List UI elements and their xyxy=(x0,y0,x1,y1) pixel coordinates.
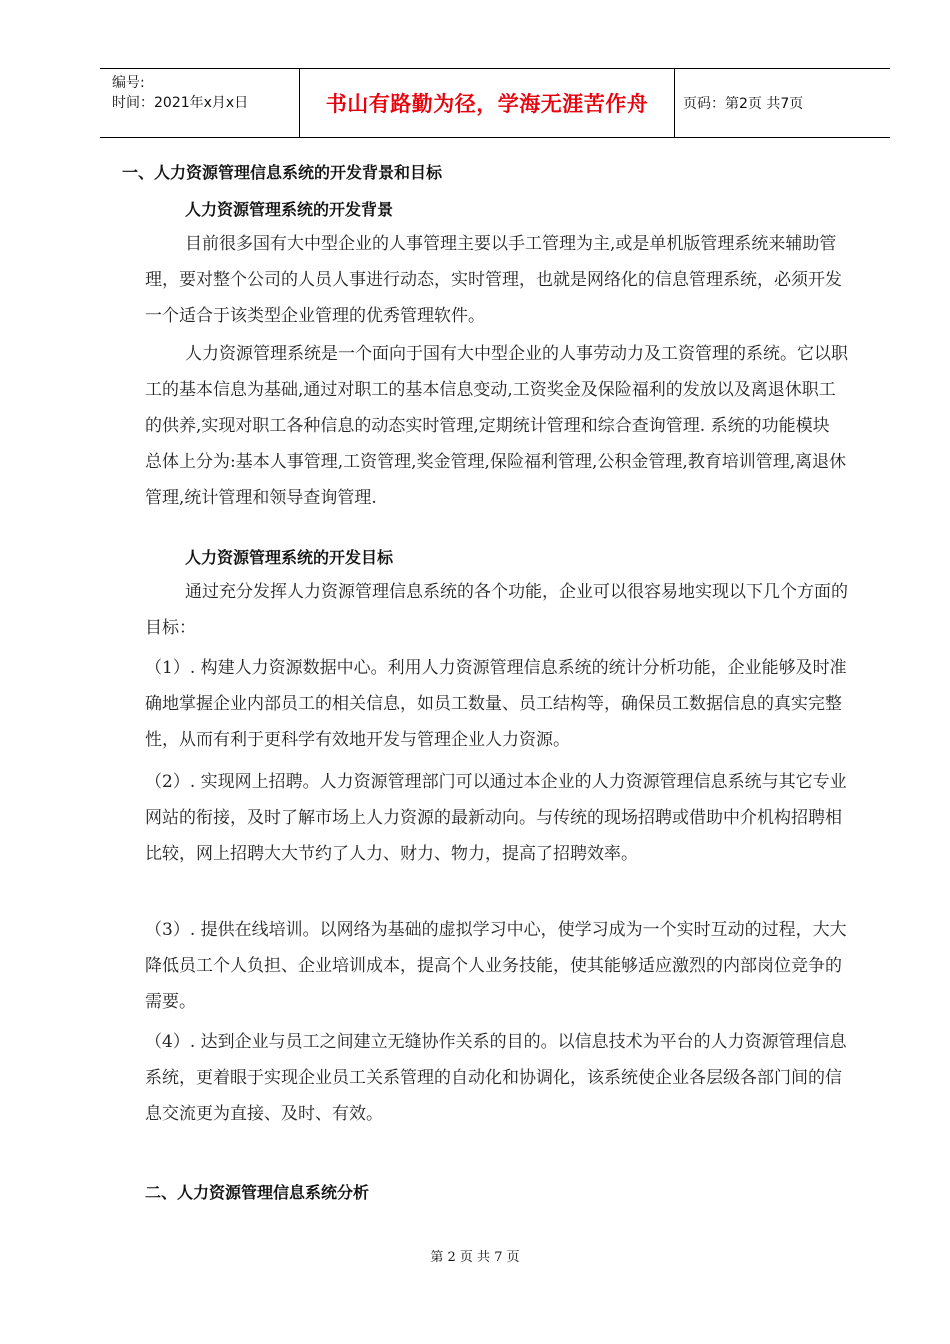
background-paragraph-2: 人力资源管理系统是一个面向于国有大中型企业的人事劳动力及工资管理的系统。它以职工的基本信息为基础,通过对职工的基本信息变动,工资奖金及保险福利的发放以及离退休职工的供养,实现对职工各种信息的动态实时管理,定期统计管理和综合查询管理. 系统的功能模块 总体上分为:基本人事管理,工资管理,奖金管理,保险福利管理,公积金管理,教育培训管理,离退休管理,统计管理和领导查询管理. xyxy=(145,344,848,508)
header-motto: 书山有路勤为径，学海无涯苦作舟 xyxy=(300,69,675,137)
goal-title: 人力资源管理系统的开发目标 xyxy=(185,548,394,567)
page-footer: 第 2 页 共 7 页 xyxy=(430,1250,520,1265)
background-paragraph-1: 目前很多国有大中型企业的人事管理主要以手工管理为主,或是单机版管理系统来辅助管理，要对整个公司的人员人事进行动态，实时管理，也就是网络化的信息管理系统，必须开发一个适合于该类型企业管理的优秀管理软件。 xyxy=(145,234,842,326)
goal-item-1: （1）. 构建人力资源数据中心。利用人力资源管理信息系统的统计分析功能，企业能够及时准确地掌握企业内部员工的相关信息，如员工数量、员工结构等，确保员工数据信息的真实完整性，从而有利于更科学有效地开发与管理企业人力资源。 xyxy=(145,658,847,750)
page-header xyxy=(100,68,890,138)
section-2-title: 二、人力资源管理信息系统分析 xyxy=(145,1183,370,1202)
goal-intro: 通过充分发挥人力资源管理信息系统的各个功能，企业可以很容易地实现以下几个方面的目标： xyxy=(145,582,848,638)
goal-item-2: （2）. 实现网上招聘。人力资源管理部门可以通过本企业的人力资源管理信息系统与其它专业网站的衔接，及时了解市场上人力资源的最新动向。与传统的现场招聘或借助中介机构招聘相比较，网上招聘大大节约了人力、财力、物力，提高了招聘效率。 xyxy=(145,772,847,864)
goal-item-3: （3）. 提供在线培训。以网络为基础的虚拟学习中心，使学习成为一个实时互动的过程，大大降低员工个人负担、企业培训成本，提高个人业务技能，使其能够适应激烈的内部岗位竞争的需要。 xyxy=(145,920,847,1012)
section-1-title: 一、人力资源管理信息系统的开发背景和目标 xyxy=(122,163,443,182)
goal-item-4: （4）. 达到企业与员工之间建立无缝协作关系的目的。以信息技术为平台的人力资源管理信息系统，更着眼于实现企业员工关系管理的自动化和协调化，该系统使企业各层级各部门间的信息交流更为直接、及时、有效。 xyxy=(145,1032,847,1124)
time-label: 时间：2021年x月x日 xyxy=(112,95,249,111)
header-page-label: 页码：第2页 共7页 xyxy=(683,96,804,112)
header-meta xyxy=(100,69,300,137)
background-title: 人力资源管理系统的开发背景 xyxy=(185,200,394,219)
number-label: 编号: xyxy=(112,75,145,91)
